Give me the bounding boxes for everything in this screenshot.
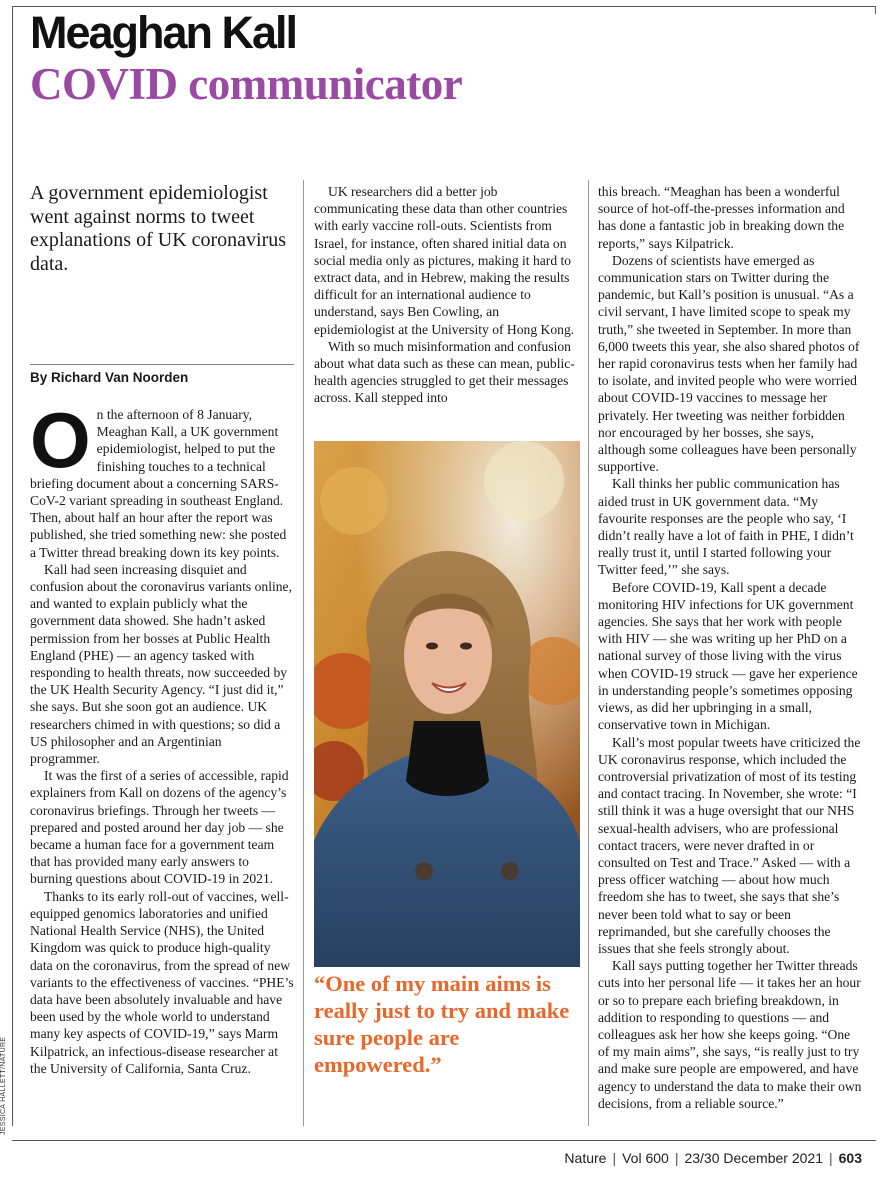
paragraph: Kall says putting together her Twitter threads cuts into her personal life — it takes her an hour or so to prepare each briefing breakdown, in addition to responding to questions — and colleagues ask her how she keeps going. “One of my main aims”, she says, “is really just to try and make sure people are empowered, and have agency to understand the data to make their own decisions, from a reliable source.” bbox=[598, 958, 862, 1111]
byline-rule bbox=[30, 364, 294, 365]
paragraph: On the afternoon of 8 January, Meaghan Kall, a UK government epidemiologist, helped to put the finishing touches to a technical briefing document about a concerning SARS-CoV-2 variant spreading in southeast England. Then, about half an hour after the report was published, she tried something new: she posted a Twitter thread breaking down its key points. bbox=[30, 396, 287, 560]
byline: By Richard Van Noorden bbox=[30, 370, 189, 385]
column-divider-1 bbox=[303, 180, 304, 1126]
paragraph: this breach. “Meaghan has been a wonderful source of hot-off-the-presses information and has done a fantastic job in breaking down the reports,” says Kilpatrick. bbox=[598, 184, 845, 251]
paragraph: Kall thinks her public communication has aided trust in UK government data. “My favourite responses are the people who say, ‘I didn’t really have a lot of faith in PHE, I didn’t really trust it, until I started following your Twitter feed,’” she says. bbox=[598, 476, 854, 578]
corner-tick bbox=[875, 6, 876, 14]
paragraph: UK researchers did a better job communicating these data than other countries with early vaccine roll-outs. Scientists from Israel, for instance, often shared initial data on social media only as pictures, making it hard to extract data, and in Hebrew, making the results difficult for an international audience to understand, says Ben Cowling, an epidemiologist at the University of Hong Kong. bbox=[314, 184, 575, 337]
article-column-2 bbox=[314, 183, 580, 407]
article-column-3 bbox=[598, 183, 864, 1112]
headline-role: COVID communicator bbox=[30, 59, 463, 109]
paragraph: Kall’s most popular tweets have criticized the UK coronavirus response, which included the controversial privatization of most of its testing and contact tracing. In November, she wrote: “I still think it was a huge oversight that our NHS sexual-health advisers, who are professional contact tracers, were never drafted in or consulted on Test and Trace.” Asked — with a press officer watching — about how much freedom she has to tweet, she says that she’s never been told what to say or been reprimanded, but she carefully chooses the issues that she feels strongly about. bbox=[598, 734, 861, 956]
left-margin-rule bbox=[12, 6, 13, 1126]
column-divider-2 bbox=[588, 180, 589, 1126]
pull-quote: “One of my main aims is really just to try and make sure people are empowered.” bbox=[314, 971, 570, 1077]
portrait-photo bbox=[314, 441, 580, 967]
page-footer: Nature | Vol 600 | 23/30 December 2021 | 603 bbox=[564, 1150, 862, 1166]
page-number: 603 bbox=[838, 1150, 862, 1166]
paragraph: Dozens of scientists have emerged as communication stars on Twitter during the pandemic, but Kall’s position is unusual. “As a civil servant, I have limited scope to speak my truth,” she tweeted in September. In more than 6,000 tweets this year, she also shared photos of her rapid coronavirus tests when her family had to isolate, and invited people who were worried about COVID-19 vaccines to message her privately. Her tweeting was neither forbidden nor encouraged by her bosses, she says, although some colleagues have been personally supportive. bbox=[598, 252, 860, 475]
paragraph: Kall had seen increasing disquiet and confusion about the coronavirus variants online, and wanted to explain publicly what the government data showed. She hadn’t asked permission from her bosses at Public Health England (PHE) — an agency tasked with responding to health threats, now succeeded by the UK Health Security Agency. “I just did it,” she says. But she soon got an audience. UK researchers chimed in with questions; so did a US philosopher and an Argentinian programmer. bbox=[30, 561, 292, 767]
standfirst: A government epidemiologist went against norms to tweet explanations of UK coronavirus data. bbox=[30, 182, 287, 275]
paragraph: Thanks to its early roll-out of vaccines, well-equipped genomics laboratories and unified National Health Service (NHS), the United Kingdom was quick to produce high-quality data on the coronavirus, from the spread of new variants to the effectiveness of vaccines. “PHE’s data have been absolutely invaluable and have been used by the whole world to understand many key aspects of COVID-19,” says Marm Kilpatrick, an infectious-disease researcher at the University of California, Santa Cruz. bbox=[30, 888, 294, 1076]
article-column-1 bbox=[30, 396, 294, 1077]
issue-date: 23/30 December 2021 bbox=[684, 1150, 823, 1166]
paragraph: With so much misinformation and confusion about what data such as these can mean, public-health agencies struggled to get their messages across. Kall stepped into bbox=[314, 338, 575, 406]
journal-name: Nature bbox=[564, 1150, 607, 1166]
drop-cap: O bbox=[30, 396, 91, 484]
paragraph: It was the first of a series of accessible, rapid explainers from Kall on dozens of the agency’s coronavirus briefings. Through her tweets — prepared and posted around her day job — she became a human face for a government team that has provided many early answers to burning questions about COVID-19 in 2021. bbox=[30, 768, 289, 887]
headline-name: Meaghan Kall bbox=[30, 7, 297, 58]
paragraph: Before COVID-19, Kall spent a decade monitoring HIV infections for UK government agencies. She says that her work with people with HIV — she was writing up her PhD on a national survey of those living with the virus when COVID-19 struck — gave her experience in understanding people’s sometimes opposing views, as did her upbringing in a small, conservative town in Michigan. bbox=[598, 579, 858, 733]
volume: Vol 600 bbox=[622, 1150, 669, 1166]
photo-credit: JESSICA HALLETT/NATURE bbox=[0, 1036, 7, 1135]
bottom-rule bbox=[12, 1140, 876, 1141]
